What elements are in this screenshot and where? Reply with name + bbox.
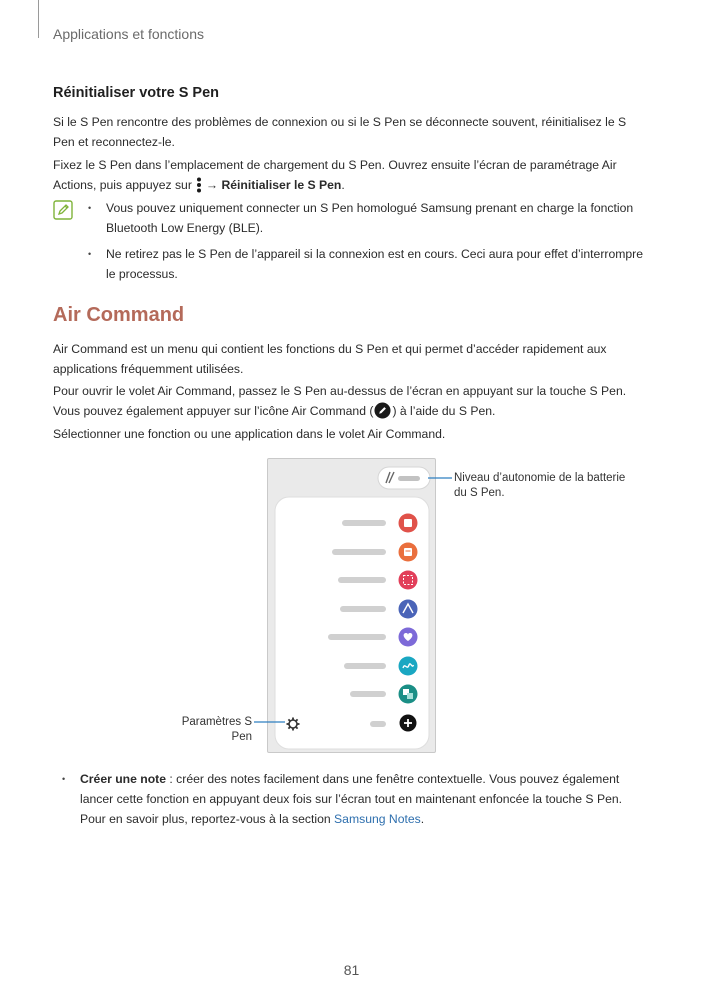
section-title-reset: Réinitialiser votre S Pen	[53, 85, 220, 101]
list-item	[62, 769, 650, 829]
create-note-text: : créer des notes facilement dans une fenêtre contextuelle. Vous pouvez également lancer cette fonction en appuyant deux fois sur l’écran tout en maintenant enfoncée la touche S Pen. Pour en savoir plus, reportez-vous à la section	[80, 772, 623, 826]
air-command-paragraph-3: Sélectionner une fonction ou une application dans le volet Air Command.	[53, 427, 446, 441]
samsung-notes-link[interactable]: Samsung Notes	[334, 812, 421, 826]
reset-s-pen-label: Réinitialiser le S Pen	[221, 178, 342, 192]
air-command-paragraph-2-text: Pour ouvrir le volet Air Command, passez le S Pen au-dessus de l’écran en appuyant sur la touche S Pen. Vous pouvez également appuyer sur l’icône Air Command (	[53, 384, 627, 418]
reset-paragraph-1: Si le S Pen rencontre des problèmes de connexion ou si le S Pen se déconnecte souvent, réinitialisez le S Pen et reconnectez-le.	[53, 115, 627, 149]
arrow-glyph: →	[205, 178, 219, 192]
reset-paragraph-2-end: .	[341, 178, 345, 192]
section-title-air-command: Air Command	[53, 304, 185, 326]
list-item: • Vous pouvez uniquement connecter un S Pen homologué Samsung prenant en charge la fonction Bluetooth Low Energy (BLE).	[88, 198, 648, 238]
create-note-end: .	[420, 812, 425, 826]
page-number: 81	[343, 962, 360, 978]
create-note-label: Créer une note	[80, 772, 167, 786]
reset-paragraph-2-text: Fixez le S Pen dans l’emplacement de chargement du S Pen. Ouvrez ensuite l’écran de paramétrage Air Actions, puis appuyez sur	[53, 158, 617, 192]
air-command-paragraph-1: Air Command est un menu qui contient les fonctions du S Pen et qui permet d’accéder rapidement aux applications fréquemment utilisées.	[53, 342, 607, 376]
page-header: Applications et fonctions	[53, 26, 204, 42]
callout-battery: Niveau d’autonomie de la batterie du S Pen.	[454, 472, 626, 499]
feature-list	[62, 769, 650, 835]
callout-settings: Paramètres S Pen	[181, 716, 252, 743]
air-command-paragraph-2-end: ) à l’aide du S Pen.	[392, 404, 496, 418]
list-item: • Ne retirez pas le S Pen de l’appareil si la connexion est en cours. Ceci aura pour effet d’interrompre le processus.	[88, 244, 648, 284]
